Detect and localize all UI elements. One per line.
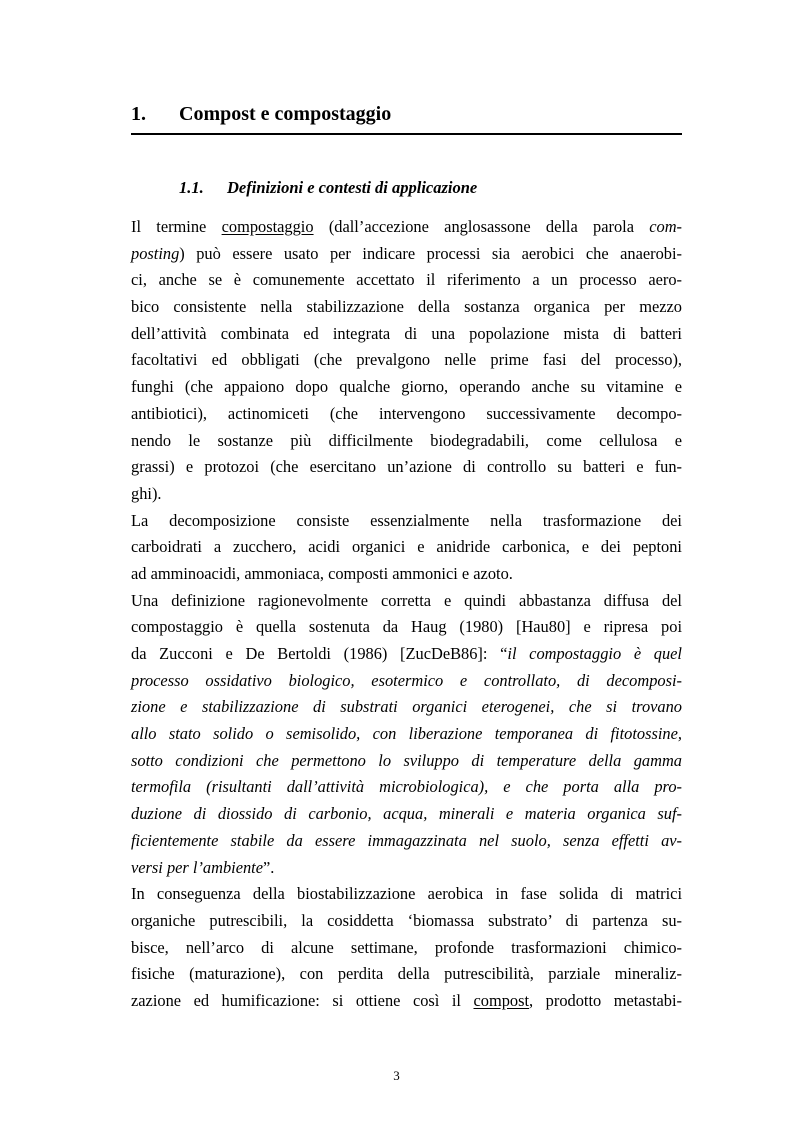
text-line	[131, 534, 682, 561]
text-line	[131, 347, 682, 374]
text-run: facoltativi ed obbligati (che prevalgono nelle prime fasi del processo),	[131, 350, 682, 370]
italic-text: sotto condizioni che permettono lo sviluppo di temperature della gamma	[131, 750, 682, 770]
text-run: ad amminoacidi, ammoniaca, composti ammonici e azoto.	[131, 563, 513, 583]
text-run: bisce, nell’arco di alcune settimane, profonde trasformazioni chimico-	[131, 937, 682, 957]
italic-text: allo stato solido o semisolido, con liberazione temporanea di fitotossine,	[131, 724, 682, 744]
text-line	[131, 721, 682, 748]
text-run: ci, anche se è comunemente accettato il riferimento a un processo aero-	[131, 270, 682, 290]
text-run: funghi (che appaiono dopo qualche giorno, operando anche su vitamine e	[131, 377, 682, 397]
section-heading	[179, 176, 477, 200]
text-line	[131, 614, 682, 641]
text-line	[131, 748, 682, 775]
text-run: carboidrati a zucchero, acidi organici e anidride carbonica, e dei peptoni	[131, 537, 682, 557]
text-line	[131, 855, 682, 882]
underlined-term: compost	[473, 990, 530, 1010]
italic-text: termofila (risultanti dall’attività microbiologica), e che porta alla pro-	[131, 777, 682, 797]
text-run: (dall’accezione anglosassone della parola	[313, 217, 650, 236]
chapter-number: 1.	[131, 103, 146, 125]
chapter-title: Compost e compostaggio	[179, 103, 392, 125]
text-run: Una definizione ragionevolmente corretta e quindi abbastanza diffusa del	[131, 590, 682, 610]
italic-text: duzione di diossido di carbonio, acqua, minerali e materia organica suf-	[131, 804, 682, 824]
italic-text: versi per l’ambiente	[131, 857, 263, 877]
text-line	[131, 321, 682, 348]
text-run: fisiche (maturazione), con perdita della putrescibilità, parziale mineraliz-	[131, 964, 682, 984]
page-number: 3	[393, 1068, 400, 1083]
body-text	[131, 214, 682, 1015]
text-run: ) può essere usato per indicare processi sia aerobici che anaerobi-	[179, 243, 682, 263]
underlined-term: compostaggio	[221, 217, 314, 236]
text-line	[131, 935, 682, 962]
text-line	[131, 241, 682, 268]
text-line	[131, 828, 682, 855]
section-title: Definizioni e contesti di applicazione	[227, 178, 478, 197]
italic-text: posting	[131, 243, 180, 263]
text-run: nendo le sostanze più difficilmente biodegradabili, come cellulosa e	[131, 430, 682, 450]
text-line	[131, 961, 682, 988]
text-run: da Zucconi e De Bertoldi (1986) [ZucDeB86]: “	[131, 644, 508, 663]
text-line	[131, 988, 682, 1015]
text-line	[131, 641, 682, 668]
text-line	[131, 374, 682, 401]
text-run: La decomposizione consiste essenzialmente nella trasformazione dei	[131, 510, 682, 530]
text-run: zazione ed humificazione: si ottiene così il	[131, 990, 474, 1010]
text-line	[131, 428, 682, 455]
text-line	[131, 481, 682, 508]
text-line	[131, 401, 682, 428]
italic-text: processo ossidativo biologico, esotermico e controllato, di decomposi-	[131, 670, 682, 690]
text-line	[131, 588, 682, 615]
text-run: grassi) e protozoi (che esercitano un’azione di controllo su batteri e fun-	[131, 457, 682, 477]
text-line	[131, 508, 682, 535]
text-line	[131, 694, 682, 721]
text-line	[131, 561, 682, 588]
italic-text: com-	[649, 217, 682, 236]
text-run: In conseguenza della biostabilizzazione aerobica in fase solida di matrici	[131, 884, 682, 904]
text-run: Il termine	[131, 217, 222, 236]
text-line	[131, 294, 682, 321]
text-line	[131, 454, 682, 481]
chapter-heading	[131, 100, 682, 135]
text-run: ”.	[263, 857, 275, 877]
text-run: compostaggio è quella sostenuta da Haug (1980) [Hau80] e ripresa poi	[131, 617, 682, 637]
text-line	[131, 267, 682, 294]
italic-text: ficientemente stabile da essere immagazzinata nel suolo, senza effetti av-	[131, 830, 682, 850]
text-run: ghi).	[131, 483, 162, 503]
italic-text: il compostaggio è quel	[507, 644, 682, 663]
text-run: organiche putrescibili, la cosiddetta ‘biomassa substrato’ di partenza su-	[131, 910, 682, 930]
text-line	[131, 668, 682, 695]
text-run: bico consistente nella stabilizzazione della sostanza organica per mezzo	[131, 297, 682, 317]
section-number: 1.1.	[179, 178, 204, 197]
text-line	[131, 881, 682, 908]
italic-text: zione e stabilizzazione di substrati organici eterogenei, che si trovano	[131, 697, 682, 717]
text-line	[131, 908, 682, 935]
text-run: dell’attività combinata ed integrata di una popolazione mista di batteri	[131, 323, 682, 343]
text-run: , prodotto metastabi-	[529, 990, 682, 1010]
text-run: antibiotici), actinomiceti (che intervengono successivamente decompo-	[131, 403, 682, 423]
text-line	[131, 774, 682, 801]
text-line	[131, 801, 682, 828]
text-line	[131, 214, 682, 241]
